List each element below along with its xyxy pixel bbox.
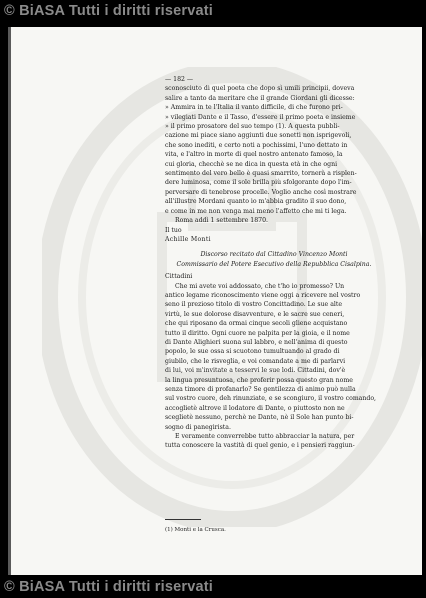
letter-line: dere luminosa, come il sole brilla più sfolgorante dopo l'im- — [165, 179, 352, 187]
letter-line: cui gloria, checchè se ne dica in questa età in che ogni — [165, 160, 338, 168]
dateline: Roma addì 1 settembre 1870. — [175, 217, 268, 225]
letter-body — [165, 84, 383, 244]
discourse-line: sul vostro cuore, deh rinunziate, e se scongiuro, il vostro comando, — [165, 395, 377, 403]
letter-line: che sono inediti, e certo noti a pochissimi, l'uno dettato in — [165, 141, 348, 149]
discourse-title-line: Discorso recitato dal Cittadino Vincenzo Monti — [200, 251, 348, 259]
discourse-line: che qui riposano da ormai cinque secoli gliene acquistano — [165, 320, 348, 328]
discourse-line: sceglietè nessuno, perchè ne Dante, nè il Sole han punto bi- — [165, 414, 354, 422]
letter-line: vita, e l'altro in morte di quel nostro antenato famoso, la — [165, 151, 343, 159]
letter-line: » il primo prosatore del suo tempo (1). A questa pubbli- — [165, 123, 340, 131]
page-edge-shadow — [8, 27, 11, 575]
letter-line: salire a tanto da meritare che il grande Giordani gli dicesse: — [165, 94, 355, 102]
document-page — [8, 27, 422, 575]
page-text-block — [165, 75, 383, 451]
discourse-line: sogno di panegirista. — [165, 423, 231, 431]
footnote-rule — [165, 519, 201, 520]
discourse-title-line: Commissario del Potere Esecutivo della Repubblica Cisalpina. — [176, 260, 372, 268]
signature: Achille Monti — [165, 235, 211, 243]
footnote-area — [165, 519, 385, 539]
salutation: Cittadini — [165, 273, 193, 281]
letter-line: » vilegiati Dante e il Tasso, d'essere il primo poeta e insieme — [165, 113, 356, 121]
discourse-title — [165, 250, 383, 269]
letter-line: perversare di tenebrose procelle. Voglio anche così mostrare — [165, 188, 357, 196]
footnote: (1) Monti e la Crusca. — [165, 526, 226, 533]
letter-line: e come in me non venga mai meno l'affetto che mi ti lega. — [165, 207, 347, 215]
letter-line: » Ammira in te l'Italia il vanto difficile, di che furono pri- — [165, 104, 343, 112]
discourse-line: di Dante Alighieri suona sul labbro, e nell'anima di questo — [165, 338, 348, 346]
watermark-bottom: © BiASA Tutti i diritti riservati — [4, 579, 214, 595]
discourse-line: Che mi avete voi addossato, che t'ho io promesso? Un — [175, 282, 345, 290]
letter-line: sconosciuto di quel poeta che dopo sì umili principii, doveva — [165, 85, 355, 93]
closing: Il tuo — [165, 226, 182, 234]
discourse-body — [165, 282, 383, 451]
watermark-top: © BiASA Tutti i diritti riservati — [4, 3, 214, 19]
discourse-line: virtù, le sue dolorose disavventure, e le sacre sue ceneri, — [165, 310, 345, 318]
discourse-line: E veramente converrebbe tutto abbracciar la natura, per — [175, 433, 355, 441]
discourse-line: di lui, voi m'invitate a tesservi le sue lodi. Cittadini, dov'è — [165, 367, 346, 375]
discourse-line: senza timore di profanarlo? Se gentilezza di animo può nulla — [165, 386, 356, 393]
discourse-line: tutto il diritto. Ogni cuore ne palpita per la gioia, e il nome — [165, 329, 350, 337]
discourse-line: giubilo, che le risveglia, e voi comandate a me di parlarvi — [165, 357, 346, 365]
discourse-line: accoglietè altrove il lodatore di Dante, o piuttosto non ne — [165, 404, 345, 412]
discourse-line: tutta conoscere la vastità di quel genio, e i pensieri raggiun- — [165, 442, 355, 450]
discourse-line: popolo, le sue ossa si scuotono tumultuando al grado di — [165, 348, 340, 356]
discourse-line: seno il prezioso titolo di vostro Concittadino. Le sue alte — [165, 301, 343, 309]
letter-line: all'illustre Mordani quanto io m'abbia gradito il suo dono, — [165, 198, 347, 206]
discourse-line: antico legame riconoscimento viene oggi a ricevere nel vostro — [165, 291, 361, 299]
letter-line: sentimento del vero bello è quasi smarrito, tornerà a risplen- — [165, 170, 357, 178]
discourse-line: la lingua presuntuosa, che proferir possa questo gran nome — [165, 376, 353, 384]
page-number: — 182 — — [165, 76, 194, 83]
letter-line: cazione mi piace siano aggiunti due sonetti non isprigevoli, — [165, 132, 352, 140]
